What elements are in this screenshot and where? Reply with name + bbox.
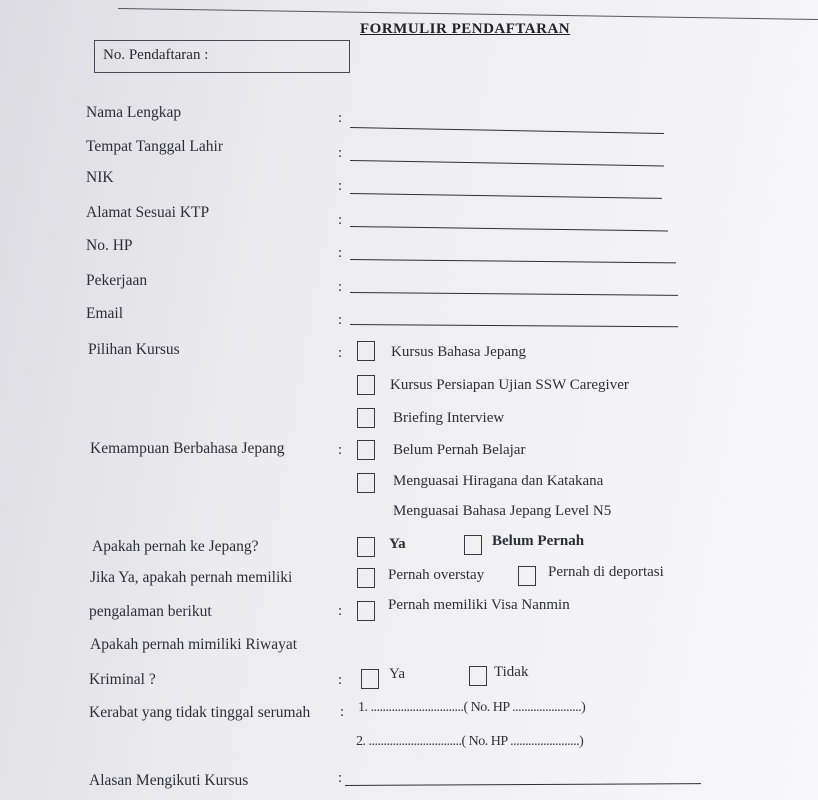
colon: : — [338, 672, 343, 688]
visa-nanmin-label: Pernah memiliki Visa Nanmin — [388, 597, 570, 613]
pengalaman-label-1: Jika Ya, apakah pernah memiliki — [90, 569, 293, 586]
kemampuan-option: Belum Pernah Belajar — [393, 442, 526, 458]
colon: : — [340, 704, 345, 720]
colon: : — [338, 245, 343, 261]
kursus-bahasa-checkbox[interactable] — [357, 341, 375, 361]
colon: : — [338, 145, 343, 161]
kriminal-ya-label: Ya — [389, 666, 405, 682]
visa-nanmin-checkbox[interactable] — [357, 601, 375, 621]
email-label: Email — [86, 305, 124, 322]
pekerjaan-label: Pekerjaan — [86, 272, 148, 289]
kursus-interview-checkbox[interactable] — [357, 408, 375, 428]
jepang-label: Apakah pernah ke Jepang? — [92, 538, 259, 555]
nama-line[interactable] — [350, 127, 664, 134]
kemampuan-option: Menguasai Hiragana dan Katakana — [393, 473, 604, 489]
ttl-label: Tempat Tanggal Lahir — [86, 138, 223, 155]
hp-label: No. HP — [86, 237, 133, 254]
colon: : — [338, 312, 343, 328]
deportasi-checkbox[interactable] — [518, 566, 536, 586]
ttl-line[interactable] — [350, 160, 664, 167]
kriminal-ya-checkbox[interactable] — [361, 669, 379, 689]
colon: : — [338, 345, 343, 361]
kursus-label: Pilihan Kursus — [88, 341, 180, 358]
hp-line[interactable] — [350, 259, 676, 264]
registration-number-box[interactable] — [94, 40, 350, 73]
kerabat-label: Kerabat yang tidak tinggal serumah — [89, 704, 311, 721]
colon: : — [338, 770, 343, 786]
email-line[interactable] — [350, 324, 678, 328]
overstay-checkbox[interactable] — [357, 568, 375, 588]
alasan-label: Alasan Mengikuti Kursus — [89, 772, 249, 789]
kemampuan-option: Menguasai Bahasa Jepang Level N5 — [393, 503, 612, 519]
jepang-belum-label: Belum Pernah — [492, 533, 585, 549]
kursus-ssw-checkbox[interactable] — [357, 375, 375, 395]
alamat-line[interactable] — [350, 226, 668, 232]
colon: : — [338, 110, 343, 126]
deportasi-label: Pernah di deportasi — [548, 564, 664, 580]
kerabat-row-2[interactable]: 2. ...............................( No. HP .......................) — [356, 734, 584, 749]
pengalaman-label-2: pengalaman berikut — [89, 603, 212, 620]
kursus-option: Kursus Bahasa Jepang — [391, 344, 526, 360]
form-title: FORMULIR PENDAFTARAN — [360, 21, 571, 37]
alamat-label: Alamat Sesuai KTP — [86, 204, 210, 221]
kerabat-row-1[interactable]: 1. ...............................( No. HP .......................) — [358, 700, 586, 715]
top-rule — [118, 8, 818, 20]
colon: : — [338, 279, 343, 295]
colon: : — [338, 178, 343, 194]
nik-label: NIK — [86, 169, 114, 186]
overstay-label: Pernah overstay — [388, 567, 485, 583]
alasan-line[interactable] — [345, 783, 701, 786]
kemampuan-label: Kemampuan Berbahasa Jepang — [90, 440, 285, 457]
kriminal-label-1: Apakah pernah mimiliki Riwayat — [90, 636, 298, 653]
colon: : — [338, 442, 343, 458]
jepang-ya-checkbox[interactable] — [357, 537, 375, 557]
registration-number-label: No. Pendaftaran : — [103, 47, 209, 63]
colon: : — [338, 603, 343, 619]
kemampuan-belum-checkbox[interactable] — [357, 440, 375, 460]
kriminal-label-2: Kriminal ? — [89, 671, 156, 688]
nama-label: Nama Lengkap — [86, 104, 182, 121]
jepang-belum-checkbox[interactable] — [464, 535, 482, 555]
jepang-ya-label: Ya — [389, 536, 406, 552]
pekerjaan-line[interactable] — [350, 292, 678, 296]
kriminal-tidak-label: Tidak — [494, 664, 529, 680]
kriminal-tidak-checkbox[interactable] — [469, 666, 487, 686]
nik-line[interactable] — [350, 193, 662, 199]
colon: : — [338, 212, 343, 228]
kursus-option: Briefing Interview — [393, 410, 505, 426]
kemampuan-kana-checkbox[interactable] — [357, 473, 375, 493]
kursus-option: Kursus Persiapan Ujian SSW Caregiver — [390, 377, 629, 393]
